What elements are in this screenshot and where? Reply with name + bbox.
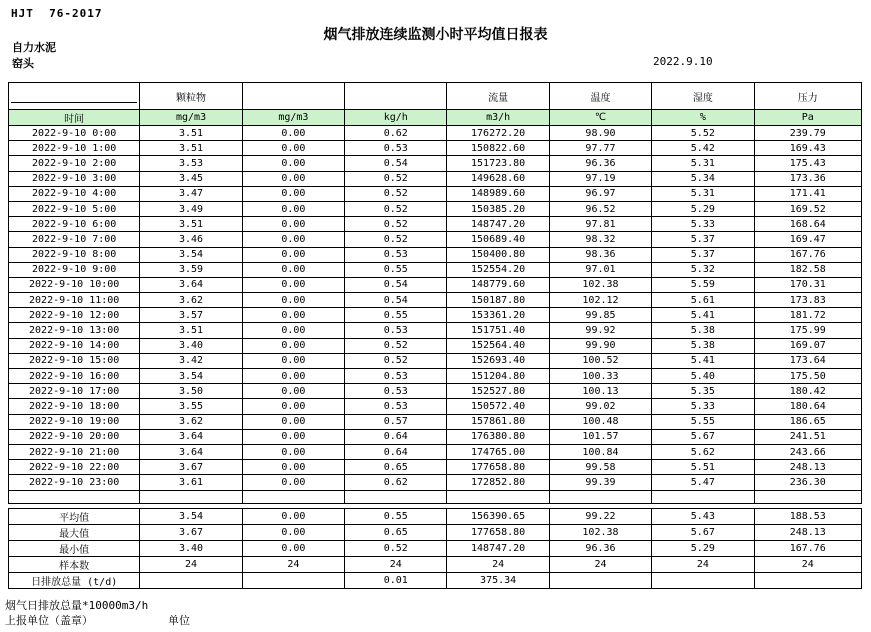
value-cell: 5.47 <box>652 475 754 490</box>
value-cell: 96.97 <box>549 186 651 201</box>
row-label-cell: 2022-9-10 10:00 <box>9 277 140 292</box>
table-row <box>9 338 862 353</box>
row-label-cell: 2022-9-10 8:00 <box>9 247 140 262</box>
value-cell: 24 <box>652 556 754 572</box>
table-row <box>9 399 862 414</box>
value-cell: 100.48 <box>549 414 651 429</box>
value-cell: 0.00 <box>242 540 344 556</box>
value-cell: 0.00 <box>242 156 344 171</box>
value-cell: 171.41 <box>754 186 861 201</box>
row-label-cell: 2022-9-10 15:00 <box>9 353 140 368</box>
row-label-cell: 2022-9-10 18:00 <box>9 399 140 414</box>
value-cell: 0.00 <box>242 444 344 459</box>
value-cell: 150385.20 <box>447 201 549 216</box>
value-cell <box>242 572 344 588</box>
table-row <box>9 444 862 459</box>
value-cell: 0.00 <box>242 414 344 429</box>
value-cell: 177658.80 <box>447 460 549 475</box>
value-cell: 0.00 <box>242 201 344 216</box>
value-cell: 3.62 <box>140 293 242 308</box>
value-cell: 3.51 <box>140 323 242 338</box>
value-cell: 101.57 <box>549 429 651 444</box>
value-cell: 375.34 <box>447 572 549 588</box>
value-cell: 5.62 <box>652 444 754 459</box>
row-label-cell: 2022-9-10 20:00 <box>9 429 140 444</box>
value-cell: 3.51 <box>140 141 242 156</box>
value-cell: 0.54 <box>345 156 447 171</box>
station-name: 窑头 <box>12 57 34 70</box>
value-cell: 176272.20 <box>447 126 549 141</box>
table-row <box>9 217 862 232</box>
value-cell: 0.00 <box>242 232 344 247</box>
value-cell: 0.00 <box>242 126 344 141</box>
col-group-humidity: 湿度 <box>652 83 754 110</box>
value-cell: 24 <box>549 556 651 572</box>
value-cell: 3.45 <box>140 171 242 186</box>
monitoring-table-area <box>8 82 862 589</box>
col-group-flow: 流量 <box>447 83 549 110</box>
table-row <box>9 572 862 588</box>
value-cell <box>754 572 861 588</box>
row-label-cell: 最小值 <box>9 540 140 556</box>
value-cell: 167.76 <box>754 540 861 556</box>
value-cell: 0.57 <box>345 414 447 429</box>
value-cell: 24 <box>242 556 344 572</box>
unit-percent: % <box>652 110 754 126</box>
value-cell: 148989.60 <box>447 186 549 201</box>
value-cell: 3.59 <box>140 262 242 277</box>
value-cell: 177658.80 <box>447 524 549 540</box>
value-cell: 5.33 <box>652 217 754 232</box>
unit-celsius: ℃ <box>549 110 651 126</box>
value-cell: 241.51 <box>754 429 861 444</box>
value-cell: 150572.40 <box>447 399 549 414</box>
value-cell: 0.52 <box>345 186 447 201</box>
value-cell: 3.55 <box>140 399 242 414</box>
company-name: 自力水泥 <box>12 41 56 54</box>
time-column-header: 时间 <box>9 110 140 126</box>
row-label-cell: 2022-9-10 7:00 <box>9 232 140 247</box>
value-cell: 99.92 <box>549 323 651 338</box>
value-cell: 173.36 <box>754 171 861 186</box>
value-cell: 0.64 <box>345 429 447 444</box>
value-cell: 150187.80 <box>447 293 549 308</box>
value-cell: 173.64 <box>754 353 861 368</box>
value-cell: 100.52 <box>549 353 651 368</box>
table-row <box>9 384 862 399</box>
doc-code: HJT 76-2017 <box>11 7 103 20</box>
row-label-cell: 2022-9-10 11:00 <box>9 293 140 308</box>
value-cell: 0.55 <box>345 262 447 277</box>
value-cell: 3.64 <box>140 429 242 444</box>
table-row <box>9 156 862 171</box>
row-label-cell: 样本数 <box>9 556 140 572</box>
value-cell: 0.00 <box>242 369 344 384</box>
row-label-cell: 2022-9-10 16:00 <box>9 369 140 384</box>
value-cell: 5.59 <box>652 277 754 292</box>
value-cell: 248.13 <box>754 524 861 540</box>
row-label-cell: 2022-9-10 13:00 <box>9 323 140 338</box>
value-cell: 3.40 <box>140 540 242 556</box>
value-cell: 100.84 <box>549 444 651 459</box>
table-row <box>9 262 862 277</box>
row-label-cell: 2022-9-10 12:00 <box>9 308 140 323</box>
row-label-cell: 2022-9-10 21:00 <box>9 444 140 459</box>
value-cell: 243.66 <box>754 444 861 459</box>
table-row <box>9 540 862 556</box>
value-cell: 3.54 <box>140 247 242 262</box>
value-cell: 99.02 <box>549 399 651 414</box>
row-label-cell: 最大值 <box>9 524 140 540</box>
value-cell: 0.52 <box>345 171 447 186</box>
value-cell: 5.51 <box>652 460 754 475</box>
value-cell: 152527.80 <box>447 384 549 399</box>
value-cell: 97.77 <box>549 141 651 156</box>
value-cell: 3.57 <box>140 308 242 323</box>
value-cell: 0.65 <box>345 460 447 475</box>
value-cell: 175.43 <box>754 156 861 171</box>
value-cell: 0.00 <box>242 323 344 338</box>
col-group-empty-2 <box>345 83 447 110</box>
value-cell: 148747.20 <box>447 540 549 556</box>
value-cell: 0.53 <box>345 399 447 414</box>
unit-header-row <box>9 110 862 126</box>
table-row <box>9 414 862 429</box>
value-cell: 150689.40 <box>447 232 549 247</box>
value-cell: 149628.60 <box>447 171 549 186</box>
value-cell: 5.29 <box>652 540 754 556</box>
value-cell: 0.54 <box>345 277 447 292</box>
value-cell: 151751.40 <box>447 323 549 338</box>
value-cell: 96.36 <box>549 156 651 171</box>
value-cell: 3.50 <box>140 384 242 399</box>
value-cell: 5.41 <box>652 308 754 323</box>
row-label-cell: 2022-9-10 3:00 <box>9 171 140 186</box>
value-cell: 0.64 <box>345 444 447 459</box>
col-group-pressure: 压力 <box>754 83 861 110</box>
row-label-cell: 2022-9-10 4:00 <box>9 186 140 201</box>
value-cell: 97.81 <box>549 217 651 232</box>
value-cell: 0.00 <box>242 247 344 262</box>
table-row <box>9 475 862 490</box>
table-row <box>9 232 862 247</box>
value-cell: 3.53 <box>140 156 242 171</box>
value-cell: 5.40 <box>652 369 754 384</box>
value-cell: 248.13 <box>754 460 861 475</box>
spacer-row <box>9 490 862 503</box>
value-cell: 96.36 <box>549 540 651 556</box>
value-cell: 5.33 <box>652 399 754 414</box>
value-cell: 0.62 <box>345 126 447 141</box>
value-cell: 175.99 <box>754 323 861 338</box>
value-cell: 0.55 <box>345 508 447 524</box>
value-cell: 181.72 <box>754 308 861 323</box>
col-group-particulate: 颗粒物 <box>140 83 242 110</box>
unit-kg-h: kg/h <box>345 110 447 126</box>
value-cell: 24 <box>140 556 242 572</box>
row-label-cell: 2022-9-10 9:00 <box>9 262 140 277</box>
value-cell: 0.00 <box>242 141 344 156</box>
value-cell: 5.41 <box>652 353 754 368</box>
value-cell: 5.34 <box>652 171 754 186</box>
value-cell: 0.00 <box>242 277 344 292</box>
value-cell: 5.31 <box>652 186 754 201</box>
time-group-header-cell <box>9 83 140 110</box>
value-cell: 0.00 <box>242 384 344 399</box>
value-cell: 0.52 <box>345 217 447 232</box>
split-line <box>11 89 137 103</box>
value-cell: 0.00 <box>242 308 344 323</box>
value-cell: 3.67 <box>140 524 242 540</box>
value-cell: 3.54 <box>140 508 242 524</box>
table-row <box>9 293 862 308</box>
value-cell: 5.61 <box>652 293 754 308</box>
value-cell: 3.40 <box>140 338 242 353</box>
table-row <box>9 323 862 338</box>
value-cell: 3.64 <box>140 444 242 459</box>
row-label-cell: 2022-9-10 23:00 <box>9 475 140 490</box>
table-row <box>9 247 862 262</box>
value-cell: 3.64 <box>140 277 242 292</box>
value-cell: 0.00 <box>242 353 344 368</box>
value-cell: 99.85 <box>549 308 651 323</box>
value-cell: 150822.60 <box>447 141 549 156</box>
group-header-row <box>9 83 862 110</box>
summary-table <box>8 508 862 589</box>
value-cell: 3.61 <box>140 475 242 490</box>
value-cell: 168.64 <box>754 217 861 232</box>
value-cell: 157861.80 <box>447 414 549 429</box>
table-row <box>9 524 862 540</box>
value-cell: 3.54 <box>140 369 242 384</box>
table-row <box>9 126 862 141</box>
value-cell: 99.22 <box>549 508 651 524</box>
value-cell: 0.00 <box>242 508 344 524</box>
table-row <box>9 556 862 572</box>
value-cell: 5.35 <box>652 384 754 399</box>
value-cell: 3.42 <box>140 353 242 368</box>
value-cell: 176380.80 <box>447 429 549 444</box>
value-cell: 0.00 <box>242 524 344 540</box>
value-cell: 5.67 <box>652 429 754 444</box>
value-cell: 173.83 <box>754 293 861 308</box>
value-cell: 99.90 <box>549 338 651 353</box>
value-cell: 0.00 <box>242 186 344 201</box>
value-cell: 0.53 <box>345 141 447 156</box>
table-row <box>9 141 862 156</box>
reporting-unit-label: 上报单位（盖章） <box>5 614 93 627</box>
col-group-temperature: 温度 <box>549 83 651 110</box>
value-cell: 182.58 <box>754 262 861 277</box>
value-cell: 5.37 <box>652 232 754 247</box>
value-cell: 152693.40 <box>447 353 549 368</box>
value-cell: 0.00 <box>242 217 344 232</box>
value-cell: 5.37 <box>652 247 754 262</box>
value-cell: 156390.65 <box>447 508 549 524</box>
value-cell: 24 <box>754 556 861 572</box>
value-cell: 152554.20 <box>447 262 549 277</box>
value-cell: 148779.60 <box>447 277 549 292</box>
value-cell: 100.13 <box>549 384 651 399</box>
value-cell: 5.52 <box>652 126 754 141</box>
value-cell: 0.00 <box>242 171 344 186</box>
value-cell: 0.53 <box>345 247 447 262</box>
value-cell: 151204.80 <box>447 369 549 384</box>
value-cell: 0.53 <box>345 369 447 384</box>
value-cell: 0.55 <box>345 308 447 323</box>
value-cell: 102.38 <box>549 277 651 292</box>
row-label-cell: 2022-9-10 19:00 <box>9 414 140 429</box>
table-row <box>9 277 862 292</box>
value-cell: 175.50 <box>754 369 861 384</box>
value-cell: 153361.20 <box>447 308 549 323</box>
value-cell: 151723.80 <box>447 156 549 171</box>
unit-label: 单位 <box>168 614 190 627</box>
value-cell: 24 <box>345 556 447 572</box>
value-cell: 5.42 <box>652 141 754 156</box>
value-cell: 3.62 <box>140 414 242 429</box>
col-group-empty-1 <box>242 83 344 110</box>
value-cell: 188.53 <box>754 508 861 524</box>
row-label-cell: 2022-9-10 6:00 <box>9 217 140 232</box>
value-cell: 148747.20 <box>447 217 549 232</box>
value-cell: 0.52 <box>345 338 447 353</box>
value-cell: 5.67 <box>652 524 754 540</box>
table-row <box>9 171 862 186</box>
table-row <box>9 308 862 323</box>
value-cell: 98.90 <box>549 126 651 141</box>
value-cell: 97.19 <box>549 171 651 186</box>
value-cell: 0.52 <box>345 540 447 556</box>
table-row <box>9 201 862 216</box>
value-cell: 0.01 <box>345 572 447 588</box>
value-cell: 169.47 <box>754 232 861 247</box>
table-row <box>9 460 862 475</box>
unit-mg-m3-2: mg/m3 <box>242 110 344 126</box>
value-cell: 0.52 <box>345 353 447 368</box>
value-cell: 98.32 <box>549 232 651 247</box>
value-cell: 186.65 <box>754 414 861 429</box>
value-cell: 3.67 <box>140 460 242 475</box>
page-title: 烟气排放连续监测小时平均值日报表 <box>323 27 548 43</box>
value-cell: 0.52 <box>345 232 447 247</box>
value-cell: 169.43 <box>754 141 861 156</box>
value-cell: 0.00 <box>242 460 344 475</box>
daily-total-note: 烟气日排放总量*10000m3/h <box>5 599 149 612</box>
value-cell: 3.47 <box>140 186 242 201</box>
value-cell: 180.42 <box>754 384 861 399</box>
unit-m3-h: m3/h <box>447 110 549 126</box>
table-row <box>9 186 862 201</box>
value-cell: 97.01 <box>549 262 651 277</box>
row-label-cell: 2022-9-10 0:00 <box>9 126 140 141</box>
value-cell: 236.30 <box>754 475 861 490</box>
table-row <box>9 353 862 368</box>
value-cell <box>549 572 651 588</box>
unit-pa: Pa <box>754 110 861 126</box>
value-cell: 0.54 <box>345 293 447 308</box>
value-cell: 167.76 <box>754 247 861 262</box>
value-cell: 102.38 <box>549 524 651 540</box>
row-label-cell: 日排放总量 (t/d) <box>9 572 140 588</box>
value-cell: 170.31 <box>754 277 861 292</box>
value-cell: 5.38 <box>652 323 754 338</box>
value-cell: 0.52 <box>345 201 447 216</box>
value-cell: 5.38 <box>652 338 754 353</box>
value-cell: 169.07 <box>754 338 861 353</box>
value-cell: 0.00 <box>242 429 344 444</box>
value-cell: 152564.40 <box>447 338 549 353</box>
value-cell: 150400.80 <box>447 247 549 262</box>
value-cell: 0.00 <box>242 475 344 490</box>
value-cell <box>652 572 754 588</box>
value-cell: 96.52 <box>549 201 651 216</box>
value-cell <box>140 572 242 588</box>
value-cell: 5.29 <box>652 201 754 216</box>
monitoring-table <box>8 82 862 504</box>
value-cell: 180.64 <box>754 399 861 414</box>
hourly-data-body <box>9 126 862 491</box>
value-cell: 100.33 <box>549 369 651 384</box>
value-cell: 0.00 <box>242 338 344 353</box>
row-label-cell: 2022-9-10 17:00 <box>9 384 140 399</box>
table-row <box>9 369 862 384</box>
value-cell: 169.52 <box>754 201 861 216</box>
value-cell: 3.49 <box>140 201 242 216</box>
row-label-cell: 2022-9-10 14:00 <box>9 338 140 353</box>
value-cell: 3.51 <box>140 217 242 232</box>
table-row <box>9 508 862 524</box>
row-label-cell: 2022-9-10 5:00 <box>9 201 140 216</box>
value-cell: 3.46 <box>140 232 242 247</box>
value-cell: 0.00 <box>242 293 344 308</box>
value-cell: 102.12 <box>549 293 651 308</box>
summary-body <box>9 508 862 588</box>
value-cell: 0.62 <box>345 475 447 490</box>
row-label-cell: 2022-9-10 22:00 <box>9 460 140 475</box>
value-cell: 0.53 <box>345 323 447 338</box>
value-cell: 0.53 <box>345 384 447 399</box>
row-label-cell: 平均值 <box>9 508 140 524</box>
row-label-cell: 2022-9-10 1:00 <box>9 141 140 156</box>
value-cell: 5.32 <box>652 262 754 277</box>
value-cell: 5.43 <box>652 508 754 524</box>
spacer-body <box>9 490 862 503</box>
value-cell: 0.00 <box>242 399 344 414</box>
value-cell: 239.79 <box>754 126 861 141</box>
value-cell: 99.39 <box>549 475 651 490</box>
value-cell: 5.55 <box>652 414 754 429</box>
unit-mg-m3-1: mg/m3 <box>140 110 242 126</box>
row-label-cell: 2022-9-10 2:00 <box>9 156 140 171</box>
value-cell: 5.31 <box>652 156 754 171</box>
table-row <box>9 429 862 444</box>
value-cell: 98.36 <box>549 247 651 262</box>
value-cell: 24 <box>447 556 549 572</box>
value-cell: 0.65 <box>345 524 447 540</box>
value-cell: 99.58 <box>549 460 651 475</box>
value-cell: 172852.80 <box>447 475 549 490</box>
report-date: 2022.9.10 <box>653 55 713 68</box>
value-cell: 3.51 <box>140 126 242 141</box>
value-cell: 174765.00 <box>447 444 549 459</box>
value-cell: 0.00 <box>242 262 344 277</box>
